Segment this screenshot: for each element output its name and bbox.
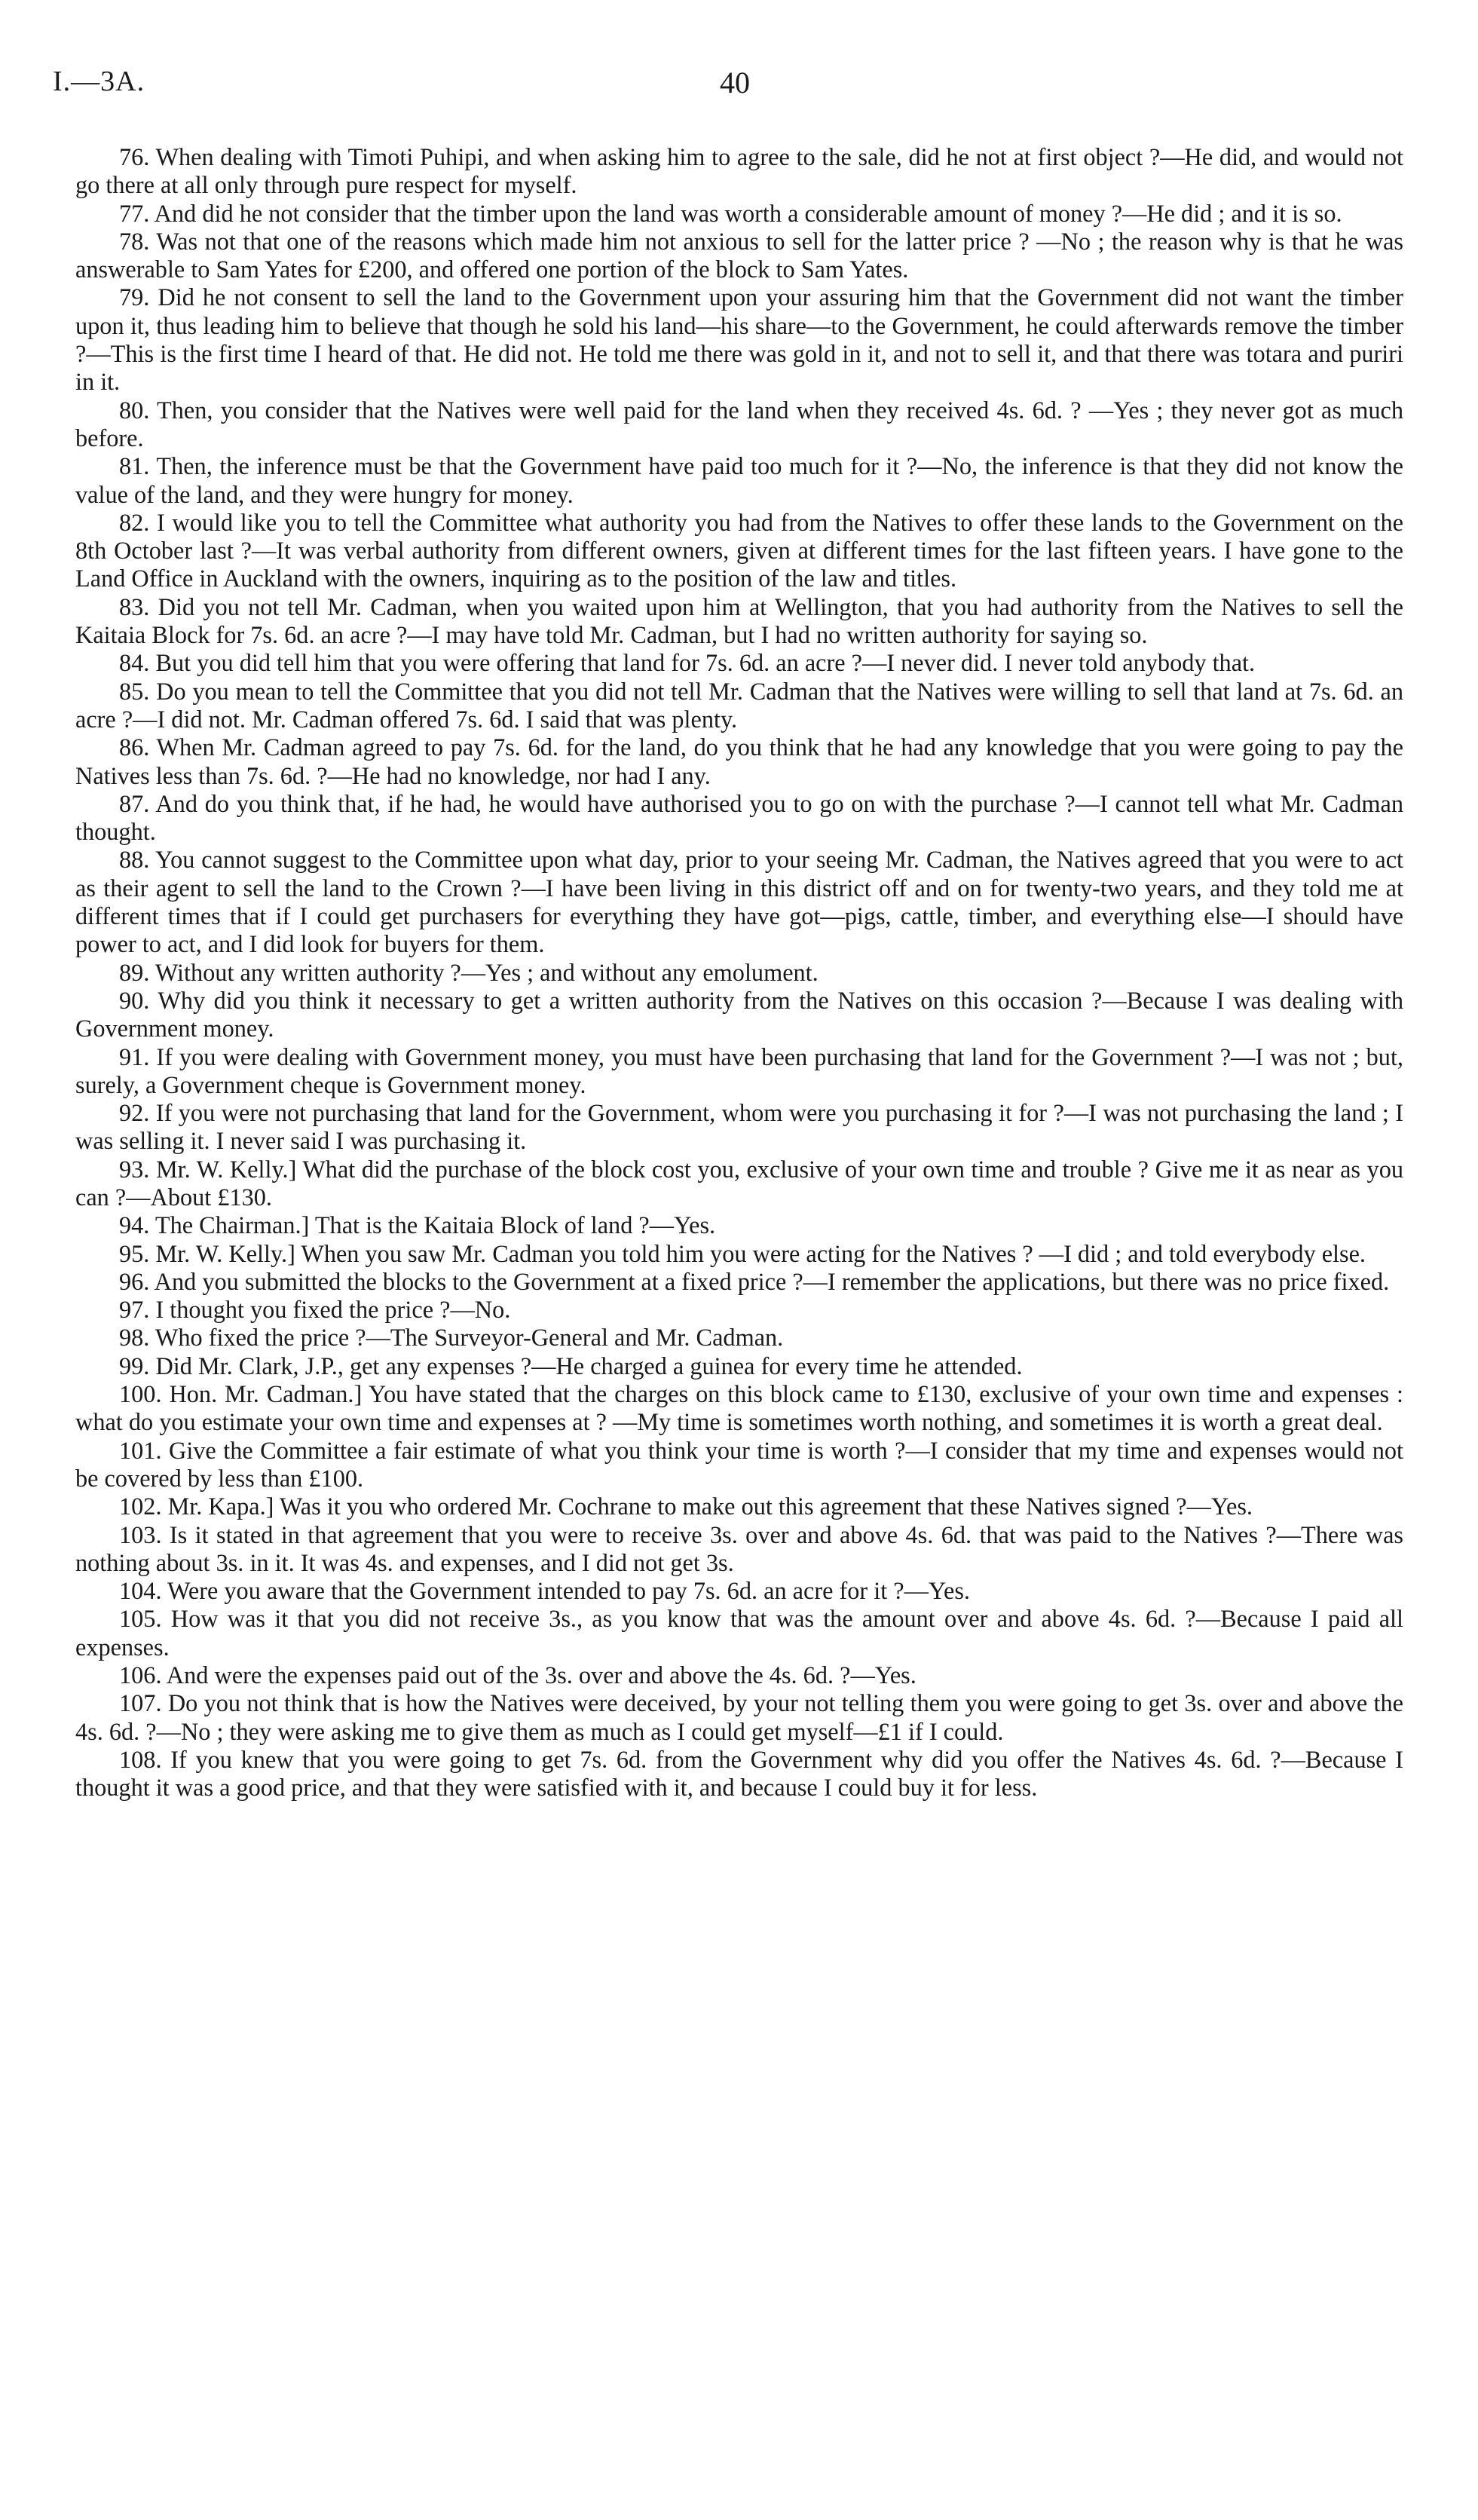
paragraph: 79. Did he not consent to sell the land to the Government upon your assuring him that the Government did not want the timber upon it, thus leading him to believe that though he sold his land—his share—to the Government, he could afterwards remove the timber ?—This is the first time I heard of that. He did not. He told me there was gold in it, and not to sell it, and that there was totara and puriri in it. xyxy=(75,283,1403,396)
paragraph: 107. Do you not think that is how the Natives were deceived, by your not telling them you were going to get 3s. over and above the 4s. 6d. ?—No ; they were asking me to give them as much as I could get myself—£1 if I could. xyxy=(75,1689,1403,1745)
paragraph: 104. Were you aware that the Government intended to pay 7s. 6d. an acre for it ?—Yes. xyxy=(119,1577,970,1605)
paragraph: 88. You cannot suggest to the Committee upon what day, prior to your seeing Mr. Cadman, the Natives agreed that you were to act as their agent to sell the land to the Crown ?—I have been living in this district off and on for twenty-two years, and they told me at different times that if I could get purchasers for everything they have got—pigs, cattle, timber, and everything else—I should have power to act, and I did look for buyers for them. xyxy=(75,846,1403,958)
paragraph: 94. The Chairman.] That is the Kaitaia Block of land ?—Yes. xyxy=(119,1211,716,1239)
paragraph: 103. Is it stated in that agreement that you were to receive 3s. over and above 4s. 6d. that was paid to the Natives ?—There was nothing about 3s. in it. It was 4s. and expenses, and I did not get 3s. xyxy=(75,1520,1403,1576)
paragraph: 105. How was it that you did not receive 3s., as you know that was the amount over and above 4s. 6d. ?—Because I paid all expenses. xyxy=(75,1605,1403,1661)
paragraph: 85. Do you mean to tell the Committee that you did not tell Mr. Cadman that the Natives were willing to sell that land at 7s. 6d. an acre ?—I did not. Mr. Cadman offered 7s. 6d. I said that was plenty. xyxy=(75,677,1403,733)
paragraph: 77. And did he not consider that the timber upon the land was worth a considerable amount of money ?—He did ; and it is so. xyxy=(119,199,1342,227)
paragraph: 101. Give the Committee a fair estimate of what you think your time is worth ?—I consider that my time and expenses would not be covered by less than £100. xyxy=(75,1436,1403,1492)
document-body xyxy=(75,143,1403,1802)
paragraph: 98. Who fixed the price ?—The Surveyor-General and Mr. Cadman. xyxy=(119,1324,784,1352)
paragraph: 78. Was not that one of the reasons which made him not anxious to sell for the latter price ? —No ; the reason why is that he was answerable to Sam Yates for £200, and offered one portion of the block to Sam Yates. xyxy=(75,227,1403,283)
paragraph: 95. Mr. W. Kelly.] When you saw Mr. Cadman you told him you were acting for the Natives ? —I did ; and told everybody else. xyxy=(119,1239,1366,1267)
paragraph: 87. And do you think that, if he had, he would have authorised you to go on with the purchase ?—I cannot tell what Mr. Cadman thought. xyxy=(75,789,1403,846)
paragraph: 92. If you were not purchasing that land for the Government, whom were you purchasing it for ?—I was not purchasing the land ; I was selling it. I never said I was purchasing it. xyxy=(75,1099,1403,1155)
document-reference: I.—3A. xyxy=(53,66,145,97)
paragraph: 106. And were the expenses paid out of the 3s. over and above the 4s. 6d. ?—Yes. xyxy=(119,1661,916,1689)
paragraph: 96. And you submitted the blocks to the Government at a fixed price ?—I remember the applications, but there was no price fixed. xyxy=(119,1267,1390,1295)
paragraph: 81. Then, the inference must be that the Government have paid too much for it ?—No, the inference is that they did not know the value of the land, and they were hungry for money. xyxy=(75,452,1403,508)
paragraph: 97. I thought you fixed the price ?—No. xyxy=(119,1296,511,1324)
paragraph: 83. Did you not tell Mr. Cadman, when you waited upon him at Wellington, that you had authority from the Natives to sell the Kaitaia Block for 7s. 6d. an acre ?—I may have told Mr. Cadman, but I had no written authority for saying so. xyxy=(75,592,1403,649)
paragraph: 90. Why did you think it necessary to get a written authority from the Natives on this occasion ?—Because I was dealing with Government money. xyxy=(75,986,1403,1043)
paragraph: 100. Hon. Mr. Cadman.] You have stated that the charges on this block came to £130, exclusive of your own time and expenses : what do you estimate your own time and expenses at ? —My time is sometimes worth nothing, and sometimes it is worth a great deal. xyxy=(75,1380,1403,1436)
paragraph: 76. When dealing with Timoti Puhipi, and when asking him to agree to the sale, did he not at first object ?—He did, and would not go there at all only through pure respect for myself. xyxy=(75,143,1403,199)
paragraph: 91. If you were dealing with Government money, you must have been purchasing that land for the Government ?—I was not ; but, surely, a Government cheque is Government money. xyxy=(75,1043,1403,1098)
paragraph: 84. But you did tell him that you were offering that land for 7s. 6d. an acre ?—I never did. I never told anybody that. xyxy=(119,649,1256,677)
paragraph: 86. When Mr. Cadman agreed to pay 7s. 6d. for the land, do you think that he had any knowledge that you were going to pay the Natives less than 7s. 6d. ?—He had no knowledge, nor had I any. xyxy=(75,733,1403,789)
page-number: 40 xyxy=(720,66,750,100)
paragraph: 93. Mr. W. Kelly.] What did the purchase of the block cost you, exclusive of your own time and trouble ? Give me it as near as you can ?—About £130. xyxy=(75,1155,1403,1211)
paragraph: 108. If you knew that you were going to get 7s. 6d. from the Government why did you offer the Natives 4s. 6d. ?—Because I thought it was a good price, and that they were satisfied with it, and because I could buy it for less. xyxy=(75,1745,1403,1802)
paragraph: 102. Mr. Kapa.] Was it you who ordered Mr. Cochrane to make out this agreement that these Natives signed ?—Yes. xyxy=(119,1493,1253,1520)
paragraph: 89. Without any written authority ?—Yes ; and without any emolument. xyxy=(119,958,819,986)
paragraph: 99. Did Mr. Clark, J.P., get any expenses ?—He charged a guinea for every time he attended. xyxy=(119,1352,1023,1379)
paragraph: 80. Then, you consider that the Natives were well paid for the land when they received 4s. 6d. ? —Yes ; they never got as much before. xyxy=(75,396,1403,452)
paragraph: 82. I would like you to tell the Committee what authority you had from the Natives to offer these lands to the Government on the 8th October last ?—It was verbal authority from different owners, given at different times for the last fifteen years. I have gone to the Land Office in Auckland with the owners, inquiring as to the position of the law and titles. xyxy=(75,508,1403,592)
